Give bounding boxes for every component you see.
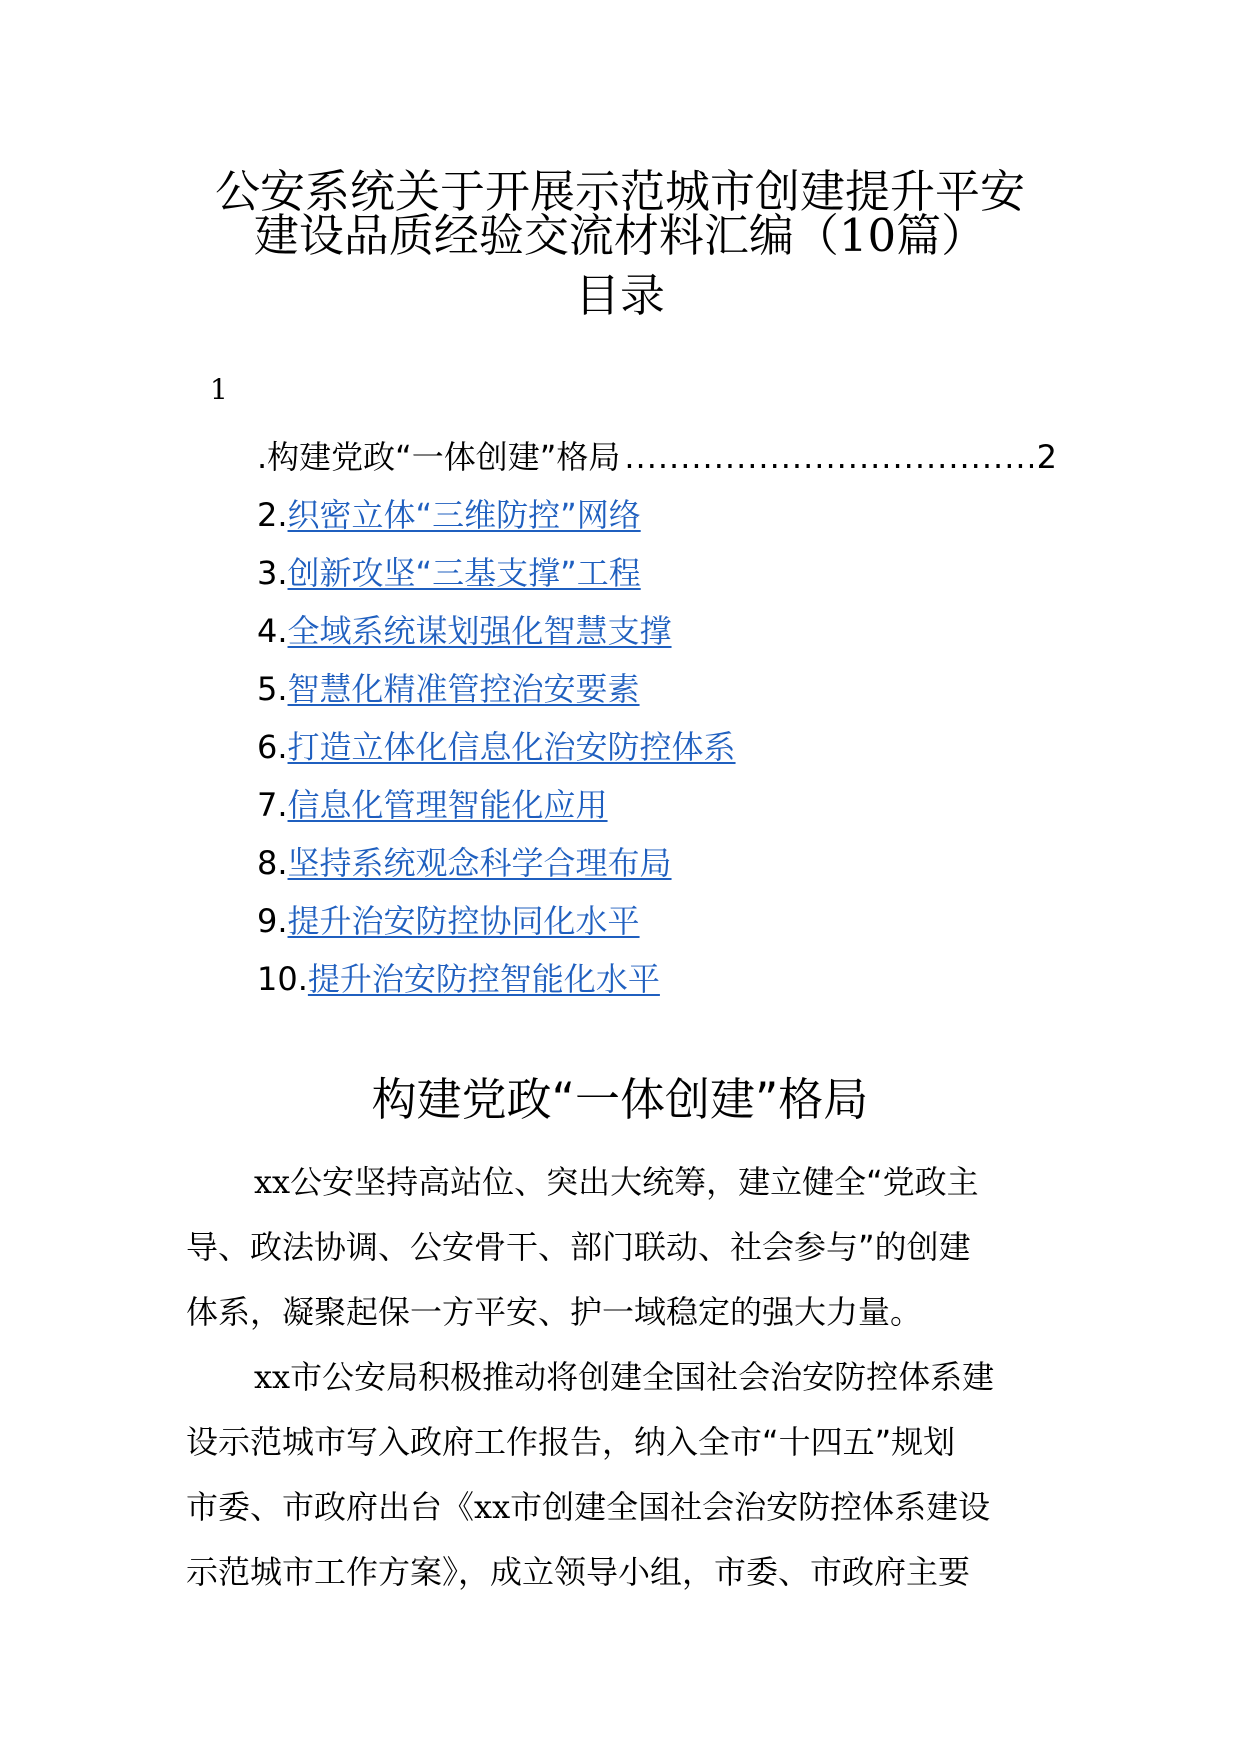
toc-item-index: 8. [257,844,288,882]
toc-item-index: 7. [257,786,288,824]
toc-item-index: 9. [257,902,288,940]
document-title-line-1: 公安系统关于开展示范城市创建提升平安 [214,165,1025,218]
paragraph-line: 设示范城市写入政府工作报告，纳入全市“十四五”规划 [186,1423,956,1461]
paragraph-line [186,1345,1054,1410]
toc-item-index: 5. [257,670,288,708]
toc-item-9[interactable] [257,896,640,946]
toc-item-7[interactable] [257,780,608,830]
toc-item-index: 10. [257,960,308,998]
paragraph-latin: xx [254,1163,291,1201]
toc-link[interactable]: 提升治安防控智能化水平 [307,960,660,998]
toc-item-index: 3. [257,554,288,592]
toc-link[interactable]: 全域系统谋划强化智慧支撑 [287,612,672,650]
toc-link[interactable]: 坚持系统观念科学合理布局 [287,844,672,882]
paragraph-text: 公安坚持高站位、突出大统筹，建立健全“党政主 [290,1163,979,1201]
toc-item-6[interactable] [257,722,736,772]
toc-item-index: 6. [257,728,288,766]
toc-heading: 目录 [574,269,665,322]
toc-link[interactable]: 信息化管理智能化应用 [287,786,608,824]
paragraph-text: 市公安局积极推动将创建全国社会治安防控体系建 [290,1358,995,1396]
toc-link[interactable]: 提升治安防控协同化水平 [287,902,640,940]
paragraph-latin: xx [254,1358,291,1396]
title-line-2-prefix: 建设品质经验交流材料汇编（ [253,209,839,262]
toc-leading-number: 1 [210,373,228,406]
toc-item-5[interactable] [257,664,640,714]
toc-item-10[interactable] [257,954,660,1004]
paragraph-text: 市委、市政府出台《 [186,1488,475,1526]
toc-link[interactable]: 创新攻坚“三基支撑”工程 [287,554,641,592]
toc-item-3[interactable] [257,548,641,598]
paragraph-line [186,1150,1054,1215]
toc-link[interactable]: 织密立体“三维防控”网络 [287,496,641,534]
paragraph-line: 体系，凝聚起保一方平安、护一域稳定的强大力量。 [186,1293,923,1331]
toc-item-2[interactable] [257,490,641,540]
paragraph-1 [186,1150,1054,1345]
title-line-2-number: 10 [838,209,897,262]
paragraph-text: 市创建全国社会治安防控体系建设 [510,1488,991,1526]
toc-leader-dots [624,432,1032,482]
paragraph-line: 示范城市工作方案》，成立领导小组，市委、市政府主要 [186,1553,971,1591]
toc-item-1-label: .构建党政“一体创建”格局 [257,438,621,476]
toc-link[interactable]: 打造立体化信息化治安防控体系 [287,728,736,766]
toc-item-1[interactable] [257,432,1057,482]
document-title-line-2 [0,206,1240,266]
paragraph-2 [186,1345,1054,1605]
paragraph-line: 导、政法协调、公安骨干、部门联动、社会参与”的创建 [186,1228,971,1266]
section-heading: 构建党政“一体创建”格局 [371,1073,869,1126]
title-line-2-suffix: 篇） [896,209,987,262]
toc-link[interactable]: 智慧化精准管控治安要素 [287,670,640,708]
toc-item-4[interactable] [257,606,672,656]
toc-item-index: 2. [257,496,288,534]
paragraph-line [186,1475,1054,1540]
toc-item-index: 4. [257,612,288,650]
paragraph-latin: xx [474,1488,511,1526]
toc-item-8[interactable] [257,838,672,888]
toc-item-1-page: 2 [1036,438,1057,476]
